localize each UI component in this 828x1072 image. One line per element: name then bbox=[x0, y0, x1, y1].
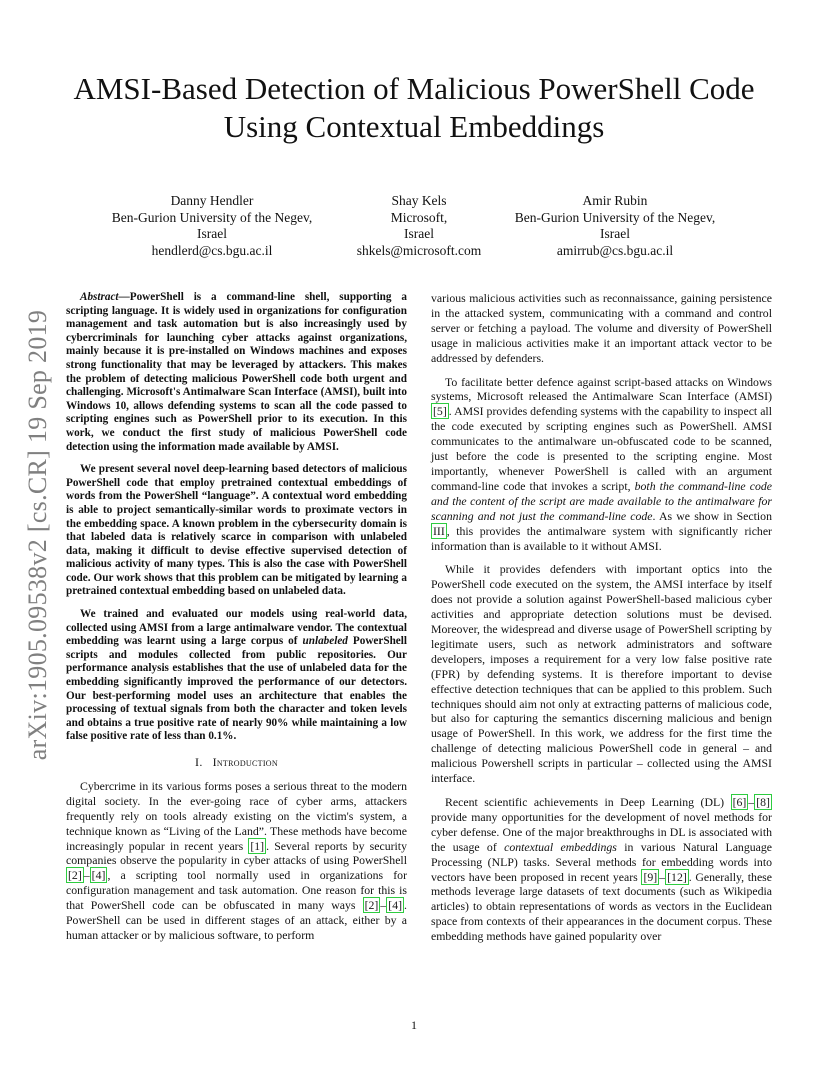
author-block-3 bbox=[490, 193, 740, 259]
citation-link[interactable]: [1] bbox=[250, 838, 265, 853]
right-column bbox=[431, 291, 772, 953]
abstract-paragraph-2: We present several novel deep-learning based detectors of malicious PowerShell code that employ pretrained contextual embeddings of words from the PowerShell “language”. A contextual word embedding is able to project semantically-similar words to proximate vectors in the embedding space. A known problem in the cybersecurity domain is that labeled data is relatively scarce in comparison with unlabeled data, making it difficult to devise effective supervised detection of malicious activity of many types. This is also the case with PowerShell code. Our work shows that this problem can be mitigated by learning a pretrained contextual embedding based on unlabeled data. bbox=[66, 463, 407, 598]
citation-link[interactable]: [6] bbox=[732, 795, 747, 809]
citation-link[interactable]: [4] bbox=[91, 868, 106, 883]
section-heading-introduction bbox=[66, 755, 407, 770]
abstract bbox=[66, 291, 407, 744]
body-paragraph: Recent scientific achievements in Deep Learning (DL) [6] – [8] provide many opportunities for the development of novel methods for cyber defense. One of the major breakthroughs in DL is associated with the usage of contextual embeddings in various Natural Language Processing (NLP) tasks. Several methods for embedding words into vectors have been proposed in recent years [9] – [12] . Generally, these methods leverage large datasets of text documents (such as Wikipedia articles) to obtain representations of words as vectors in the Euclidean space from contexts of their appearances in the document corpus. These embedding methods have gained popularity over bbox=[431, 795, 773, 944]
author-affiliation: Microsoft, bbox=[390, 209, 448, 225]
author-name: Shay Kels bbox=[391, 193, 447, 208]
author-email: shkels@microsoft.com bbox=[356, 242, 482, 258]
page-number: 1 bbox=[411, 1018, 417, 1032]
author-name: Amir Rubin bbox=[582, 193, 648, 208]
author-email: hendlerd@cs.bgu.ac.il bbox=[151, 242, 273, 258]
section-reference-link[interactable]: III bbox=[433, 523, 445, 538]
abstract-label: Abstract bbox=[80, 291, 119, 303]
author-country: Israel bbox=[600, 226, 630, 242]
author-country: Israel bbox=[404, 226, 434, 242]
citation-link[interactable]: [2] bbox=[68, 868, 82, 883]
abstract-paragraph-1: Abstract—PowerShell is a command-line shell, supporting a scripting language. It is widely used in organizations for configuration management and task automation but is also increasingly used by cybercriminals for launching cyber attacks against organizations, mainly because it is pre-installed on Windows machines and exposes strong functionality that may be leveraged by attackers. This makes the problem of detecting malicious PowerShell code both urgent and challenging. Microsoft's Antimalware Scan Interface (AMSI), built into Windows 10, allows defending systems to scan all the code passed to scripting engines such as PowerShell prior to its execution. In this work, we conduct the first study of malicious PowerShell code detection using the information made available by AMSI. bbox=[66, 291, 407, 453]
citation-link[interactable]: [5] bbox=[433, 404, 447, 419]
body-paragraph: To facilitate better defence against script-based attacks on Windows systems, Microsoft released the Antimalware Scan Interface (AMSI) [5] . AMSI provides defending systems with the capability to inspect all the code executed by scripting engines such as PowerShell. AMSI communicates to the antimalware un-obfuscated code to be scanned, just before the code is presented to the scripting engine. Most importantly, whenever PowerShell is called with an argument command-line code that invokes a script, both the command-line code and the content of the script are made available to the antimalware for scanning and not just the command-line code. As we show in Section III , this provides the antimalware system with significantly richer information than is available to it without AMSI. bbox=[431, 374, 772, 553]
citation-link[interactable]: [8] bbox=[756, 795, 770, 809]
body-paragraph: While it provides defenders with important optics into the PowerShell code executed on the system, the AMSI interface by itself does not provide a solution against PowerShell-based malicious cyber activities and appropriate detection solutions must be devised. Moreover, the widespread and diverse usage of PowerShell scripting by legitimate users, such as network administrators and software developers, imposes a requirement for a very low false positive rate (FPR) by defending systems. It is therefore important to devise effective detection techniques that can be applied to this problem. Such techniques should aim not only at extracting patterns of malicious code, but also for capturing the semantics discerning malicious and benign usage of PowerShell. In this work, we address for the first time the challenge of detecting malicious PowerShell code in general – and malicious Powershell scripts in particular – collected using the AMSI interface. bbox=[431, 562, 772, 786]
author-country: Israel bbox=[197, 226, 227, 242]
citation-link[interactable]: [9] bbox=[643, 869, 658, 884]
author-name: Danny Hendler bbox=[170, 193, 254, 208]
left-column bbox=[66, 291, 407, 952]
author-email: amirrub@cs.bgu.ac.il bbox=[556, 242, 674, 258]
citation-link[interactable]: [2] bbox=[364, 898, 379, 913]
author-affiliation: Ben-Gurion University of the Negev, bbox=[111, 209, 313, 225]
section-number: I. bbox=[195, 755, 203, 769]
author-affiliation: Ben-Gurion University of the Negev, bbox=[514, 209, 716, 225]
citation-link[interactable]: [4] bbox=[388, 898, 403, 913]
citation-link[interactable]: [12] bbox=[667, 869, 687, 884]
intro-paragraph-1: Cybercrime in its various forms poses a serious threat to the modern digital society. In the ever-going race of cyber arms, attackers frequently rely on tools already existing on the victim's system, a technique known as “Living of the Land”. These methods have become increasingly popular in recent years [1] . Several reports by security companies observe the popularity in cyber attacks of using PowerShell [2] – [4] , a scripting tool normally used in organizations for configuration management and task automation. One reason for this is that PowerShell code can be obfuscated in many ways [2] – [4] . PowerShell can be used in different stages of an attack, either by a human attacker or by malicious software, to perform bbox=[66, 778, 407, 942]
section-title: Introduction bbox=[212, 755, 278, 769]
arxiv-identifier: arXiv:1905.09538v2 [cs.CR] 19 Sep 2019 bbox=[23, 309, 52, 761]
body-paragraph: various malicious activities such as reconnaissance, gaining persistence in the attacked system, communicating with a command and control server or fetching a payload. The volume and diversity of PowerShell usage in malicious activities make it an important attack vector to be addressed by defenders. bbox=[431, 291, 772, 365]
arxiv-stamp bbox=[22, 295, 54, 775]
paper-title: AMSI-Based Detection of Malicious PowerShell Code Using Contextual Embeddings bbox=[73, 71, 755, 144]
abstract-paragraph-3: We trained and evaluated our models using real-world data, collected using AMSI from a large antimalware vendor. The contextual embedding was learnt using a large corpus of unlabeled PowerShell scripts and modules collected from public repositories. Our performance analysis establishes that the use of unlabeled data for the embedding significantly improved the performance of our detectors. Our best-performing model uses an architecture that enables the processing of textual signals from both the character and token levels and obtains a true positive rate of nearly 90% while maintaining a low false positive rate of less than 0.1%. bbox=[66, 608, 407, 743]
